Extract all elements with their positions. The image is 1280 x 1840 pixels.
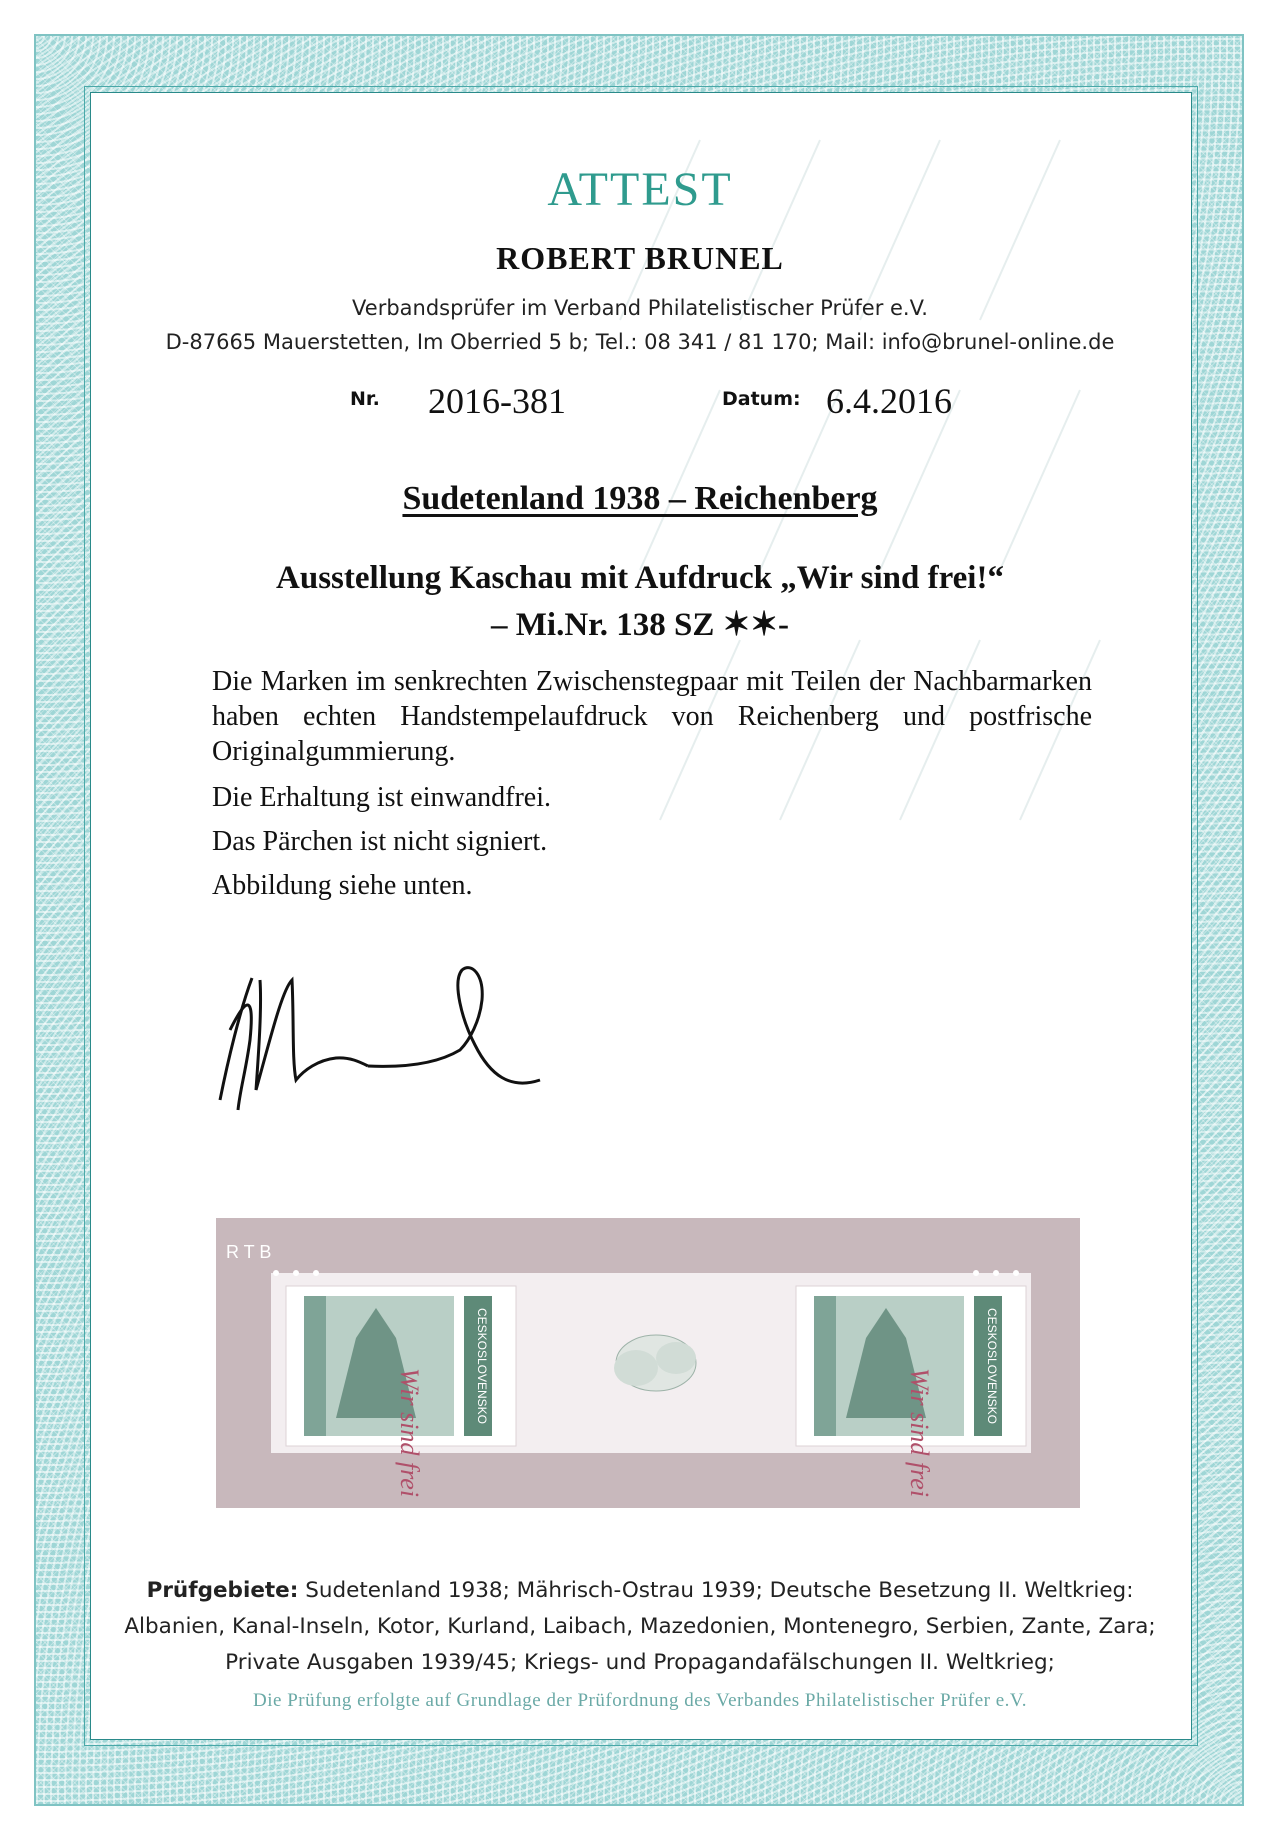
body-paragraph-4: Abbildung siehe unten. <box>212 870 473 901</box>
handwritten-signature <box>200 950 620 1130</box>
body-paragraph-2: Die Erhaltung ist einwandfrei. <box>212 782 552 813</box>
examiner-contact: D-87665 Mauerstetten, Im Oberried 5 b; Tel.: 08 341 / 81 170; Mail: info@brunel-online.de <box>165 330 1115 354</box>
certificate-title: ATTEST <box>547 163 733 216</box>
footer-line-1-text: Sudetenland 1938; Mährisch-Ostrau 1939; Deutsche Besetzung II. Weltkrieg: <box>298 1578 1134 1603</box>
sheet-margin-text: R T B <box>226 1242 272 1262</box>
overprint-left: Wir sind frei <box>395 1368 424 1498</box>
certificate-date: 6.4.2016 <box>826 381 952 421</box>
stamp-pair-image <box>216 1218 1080 1508</box>
examiner-affiliation: Verbandsprüfer im Verband Philatelistischer Prüfer e.V. <box>352 296 928 320</box>
body-paragraph-1: Die Marken im senkrechten Zwischenstegpaar mit Teilen der Nachbarmarken haben echten Handstempelaufdruck von Reichenberg und postfrische Originalgummierung. <box>212 666 1092 767</box>
subject-line-1: Ausstellung Kaschau mit Aufdruck „Wir sind frei!“ <box>276 560 1004 596</box>
footer-line-2: Albanien, Kanal-Inseln, Kotor, Kurland, Laibach, Mazedonien, Montenegro, Serbien, Zante, Zara; <box>124 1614 1156 1639</box>
stamp-country-right: CESKOSLOVENSKO <box>985 1307 999 1425</box>
footer-disclaimer: Die Prüfung erfolgte auf Grundlage der Prüfordnung des Verbandes Philatelistischer Prüfer e.V. <box>253 1690 1027 1711</box>
subject-line-2: – Mi.Nr. 138 SZ ✶✶- <box>491 607 789 643</box>
footer-line-1 <box>0 1578 1280 1603</box>
stamp-illustration <box>216 1218 1080 1508</box>
certificate-number: 2016-381 <box>428 381 566 421</box>
footer-line-3: Private Ausgaben 1939/45; Kriegs- und Propagandafälschungen II. Weltkrieg; <box>225 1650 1055 1675</box>
footer-label: Prüfgebiete: <box>146 1578 299 1603</box>
number-label: Nr. <box>350 388 380 410</box>
examiner-name: ROBERT BRUNEL <box>496 240 784 276</box>
subject-heading: Sudetenland 1938 – Reichenberg <box>402 480 878 517</box>
date-label: Datum: <box>722 388 801 410</box>
overprint-right: Wir sind frei <box>905 1368 934 1498</box>
body-paragraph-3: Das Pärchen ist nicht signiert. <box>212 826 548 857</box>
stamp-country-left: CESKOSLOVENSKO <box>475 1307 489 1425</box>
